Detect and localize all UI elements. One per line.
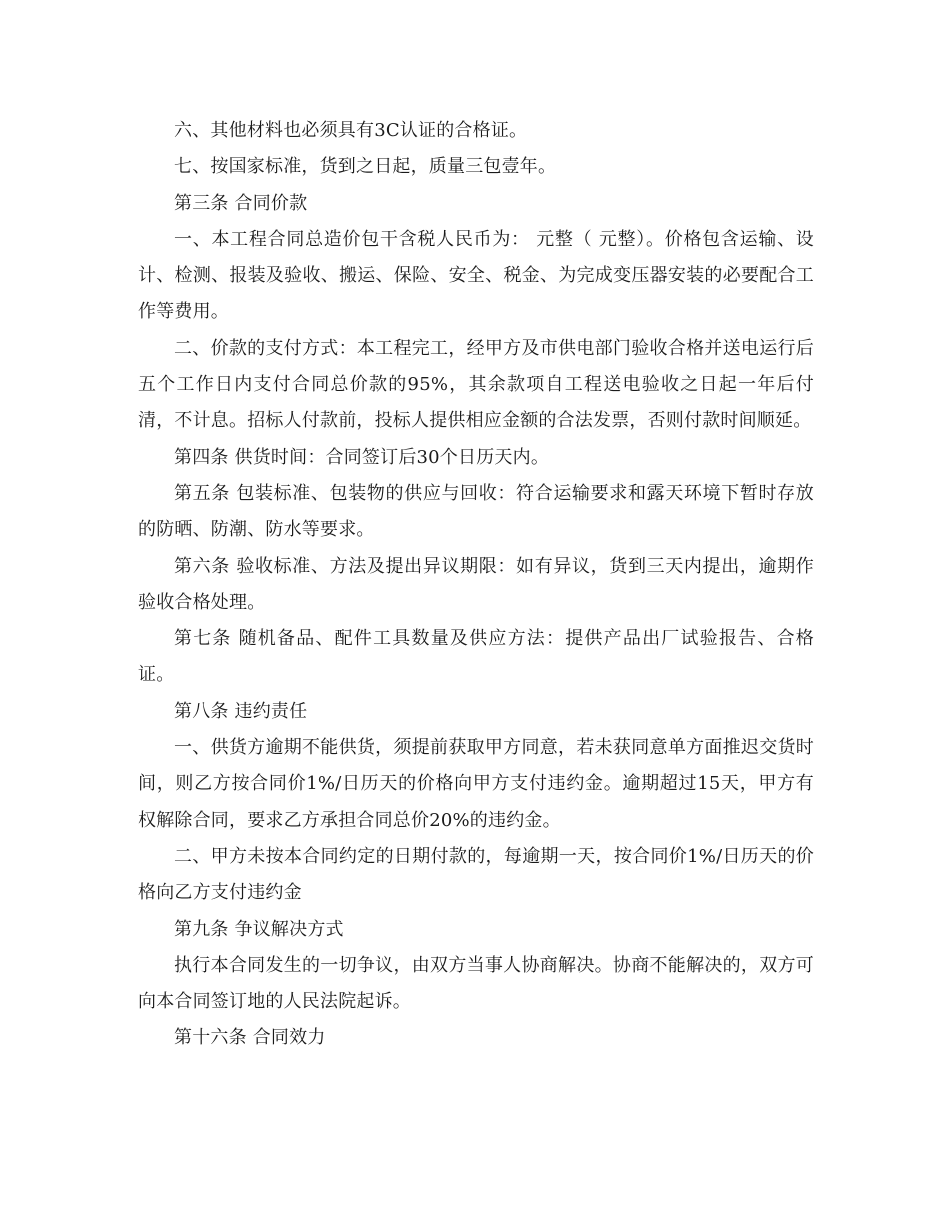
paragraph-warranty: 七、按国家标准，货到之日起，质量三包壹年。 — [174, 156, 557, 178]
paragraph-article-7-spare-parts: 第七条 随机备品、配件工具数量及供应方法：提供产品出厂试验报告、合格证。 — [138, 628, 814, 686]
paragraph-buyer-late-payment: 二、甲方未按本合同约定的日期付款的，每逾期一天，按合同价1%/日历天的价格向乙方支付违约金 — [138, 845, 814, 904]
paragraph-3c-certificate: 六、其他材料也必须具有3C认证的合格证。 — [174, 120, 528, 141]
heading-article-16-validity: 第十六条 合同效力 — [174, 1027, 326, 1049]
paragraph-supplier-delay: 一、供货方逾期不能供货，须提前获取甲方同意，若未获同意单方面推迟交货时间，则乙方按合同价1%/日历天的价格向甲方支付违约金。逾期超过15天，甲方有权解除合同，要求乙方承担合同总价20%的违约金。 — [138, 737, 814, 831]
paragraph-article-4-delivery-time: 第四条 供货时间：合同签订后30个日历天内。 — [174, 446, 550, 468]
document-body — [138, 113, 814, 1057]
heading-article-8-liability: 第八条 违约责任 — [174, 700, 308, 722]
paragraph-total-price: 一、本工程合同总造价包干含税人民币为： 元整（ 元整）。价格包含运输、设计、检测、报装及验收、搬运、保险、安全、税金、为完成变压器安装的必要配合工作等费用。 — [138, 228, 814, 323]
paragraph-article-5-packaging: 第五条 包装标准、包装物的供应与回收：符合运输要求和露天环境下暂时存放的防晒、防潮、防水等要求。 — [138, 482, 814, 541]
paragraph-article-6-acceptance: 第六条 验收标准、方法及提出异议期限：如有异议，货到三天内提出，逾期作验收合格处理。 — [138, 555, 814, 613]
paragraph-dispute-resolution: 执行本合同发生的一切争议，由双方当事人协商解决。协商不能解决的，双方可向本合同签订地的人民法院起诉。 — [138, 954, 814, 1013]
paragraph-payment-method: 二、价款的支付方式：本工程完工，经甲方及市供电部门验收合格并送电运行后五个工作日内支付合同总价款的95%，其余款项自工程送电验收之日起一年后付清，不计息。招标人付款前，投标人提供相应金额的合法发票，否则付款时间顺延。 — [138, 337, 814, 432]
heading-article-3-contract-price: 第三条 合同价款 — [174, 192, 308, 214]
heading-article-9-dispute: 第九条 争议解决方式 — [174, 918, 344, 940]
